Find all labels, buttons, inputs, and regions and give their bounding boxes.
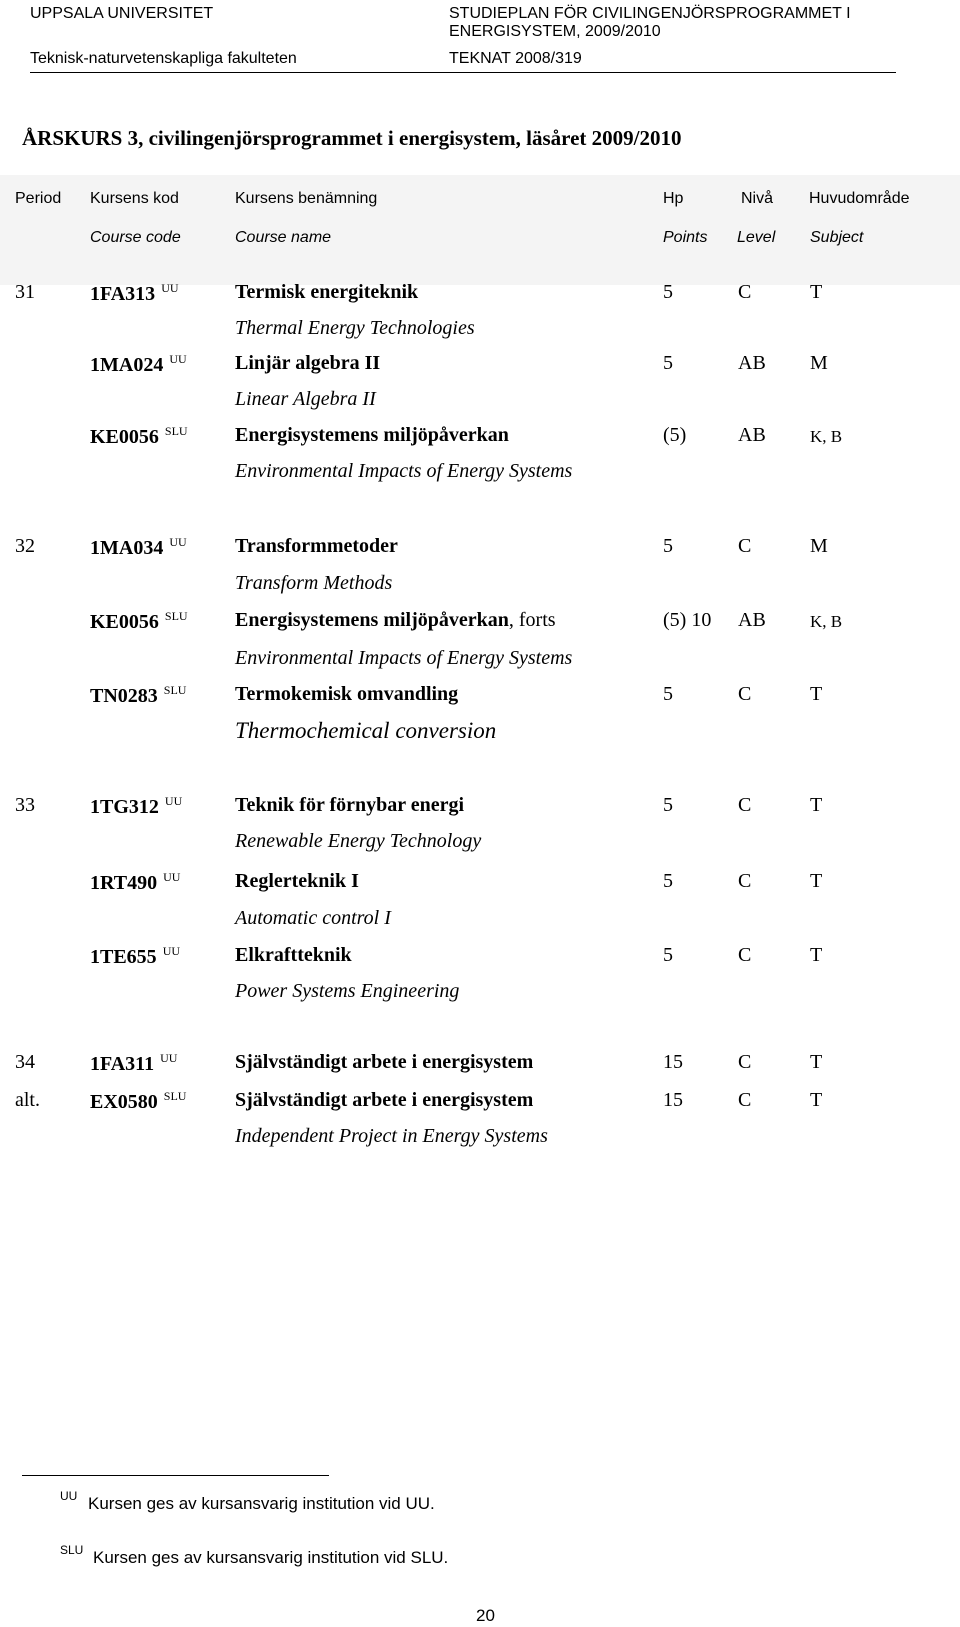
course-code: 1MA024 $^{UU}$ (90, 352, 187, 376)
col-code-en: Course code (90, 229, 181, 246)
course-points: (5) (663, 424, 687, 446)
course-level: C (738, 1089, 752, 1111)
course-code: 1RT490 $^{UU}$ (90, 870, 181, 894)
course-code: KE0056 $^{SLU}$ (90, 609, 188, 633)
course-subject: K, B (810, 612, 843, 631)
header-rule (30, 72, 896, 73)
institution-mark: UU (164, 794, 183, 808)
col-subject-sv: Huvudområde (809, 190, 910, 207)
institution-mark: UU (163, 870, 181, 884)
period-label: 32 (15, 535, 35, 557)
course-subject: M (810, 535, 828, 557)
institution-mark: UU (161, 281, 179, 295)
course-code: 1MA034 $^{UU}$ (90, 535, 187, 559)
course-subject: M (810, 352, 828, 374)
course-level: C (738, 1051, 752, 1073)
course-name-sv: Transformmetoder (235, 535, 398, 557)
course-level: AB (738, 609, 766, 631)
course-name-sv: Termisk energiteknik (235, 281, 419, 303)
course-level: C (738, 944, 752, 966)
col-name-en: Course name (235, 229, 332, 246)
footnote-mark-slu: SLU (60, 1543, 84, 1557)
period-label: alt. (15, 1089, 40, 1111)
course-name-en: Renewable Energy Technology (235, 830, 482, 852)
course-level: AB (738, 424, 766, 446)
course-points: 5 (663, 535, 673, 557)
course-code: KE0056 $^{SLU}$ (90, 424, 188, 448)
course-level: C (738, 281, 752, 303)
course-name-en: Environmental Impacts of Energy Systems (235, 460, 573, 482)
footnote-text-uu: Kursen ges av kursansvarig institution vid UU. (88, 1494, 435, 1513)
footnote-rule (22, 1475, 329, 1476)
course-code: 1FA311 $^{UU}$ (90, 1051, 178, 1075)
course-code: TN0283 $^{SLU}$ (90, 683, 187, 707)
page-number: 20 (476, 1606, 495, 1625)
course-name-en: Automatic control I (235, 907, 391, 929)
course-name-sv: Teknik för förnybar energi (235, 794, 465, 816)
col-level-sv: Nivå (741, 190, 774, 207)
course-name-sv: Energisystemens miljöpåverkan (235, 424, 509, 446)
course-subject: T (810, 870, 823, 892)
header-reference: TEKNAT 2008/319 (449, 50, 582, 67)
col-hp-sv: Hp (663, 190, 684, 207)
header-plan-line1: STUDIEPLAN FÖR CIVILINGENJÖRSPROGRAMMET I (449, 5, 851, 22)
period-label: 34 (15, 1051, 35, 1073)
institution-mark: UU (169, 535, 187, 549)
col-name-sv: Kursens benämning (235, 190, 378, 207)
page-title: ÅRSKURS 3, civilingenjörsprogrammet i energisystem, läsåret 2009/2010 (22, 126, 682, 150)
course-subject: T (810, 1051, 823, 1073)
course-points: 5 (663, 352, 673, 374)
course-points: 5 (663, 944, 673, 966)
course-code: 1TE655 $^{UU}$ (90, 944, 181, 968)
institution-mark: SLU (164, 424, 188, 438)
course-name-en: Environmental Impacts of Energy Systems (235, 647, 573, 669)
course-name-en: Independent Project in Energy Systems (235, 1125, 548, 1147)
course-subject: K, B (810, 427, 843, 446)
course-name-en: Thermochemical conversion (235, 718, 497, 743)
institution-mark: UU (160, 1051, 178, 1065)
course-code: 1FA313 $^{UU}$ (90, 281, 179, 305)
course-points: 15 (663, 1089, 683, 1111)
course-name-sv: Elkraftteknik (235, 944, 352, 966)
footnote-mark-uu: UU (60, 1489, 78, 1503)
course-level: C (738, 683, 752, 705)
institution-mark: UU (162, 944, 181, 958)
course-name-sv: Självständigt arbete i energisystem (235, 1051, 534, 1073)
course-points: 5 (663, 794, 673, 816)
course-level: C (738, 794, 752, 816)
course-level: AB (738, 352, 766, 374)
institution-mark: SLU (163, 683, 187, 697)
course-name-sv: Reglerteknik I (235, 870, 359, 892)
col-code-sv: Kursens kod (90, 190, 179, 207)
course-name-en: Transform Methods (235, 572, 393, 594)
course-code: EX0580 $^{SLU}$ (90, 1089, 187, 1113)
course-name-en: Thermal Energy Technologies (235, 317, 475, 339)
period-label: 33 (15, 794, 35, 816)
institution-mark: UU (169, 352, 187, 366)
course-name-en: Power Systems Engineering (235, 980, 460, 1002)
period-label: 31 (15, 281, 35, 303)
col-level-en: Level (737, 229, 776, 246)
course-points: 5 (663, 683, 673, 705)
course-level: C (738, 870, 752, 892)
col-period: Period (15, 190, 62, 207)
course-points: 5 (663, 870, 673, 892)
course-points: 15 (663, 1051, 683, 1073)
col-subject-en: Subject (810, 229, 864, 246)
course-subject: T (810, 683, 823, 705)
course-points: (5) 10 (663, 609, 712, 631)
course-subject: T (810, 794, 823, 816)
course-code: 1TG312 $^{UU}$ (90, 794, 183, 818)
course-level: C (738, 535, 752, 557)
institution-mark: SLU (163, 1089, 187, 1103)
header-faculty: Teknisk-naturvetenskapliga fakulteten (30, 50, 297, 67)
course-name-sv: Energisystemens miljöpåverkan, forts (235, 609, 556, 631)
course-name-sv: Termokemisk omvandling (235, 683, 459, 705)
col-hp-en: Points (663, 229, 708, 246)
course-subject: T (810, 281, 823, 303)
course-name-sv: Linjär algebra II (235, 352, 381, 374)
institution-mark: SLU (164, 609, 188, 623)
header-plan-line2: ENERGISYSTEM, 2009/2010 (449, 23, 661, 40)
course-name-en: Linear Algebra II (235, 388, 376, 410)
course-subject: T (810, 1089, 823, 1111)
footnote-text-slu: Kursen ges av kursansvarig institution vid SLU. (93, 1548, 449, 1567)
course-points: 5 (663, 281, 673, 303)
course-name-sv: Självständigt arbete i energisystem (235, 1089, 534, 1111)
course-subject: T (810, 944, 823, 966)
header-university: UPPSALA UNIVERSITET (30, 5, 214, 22)
